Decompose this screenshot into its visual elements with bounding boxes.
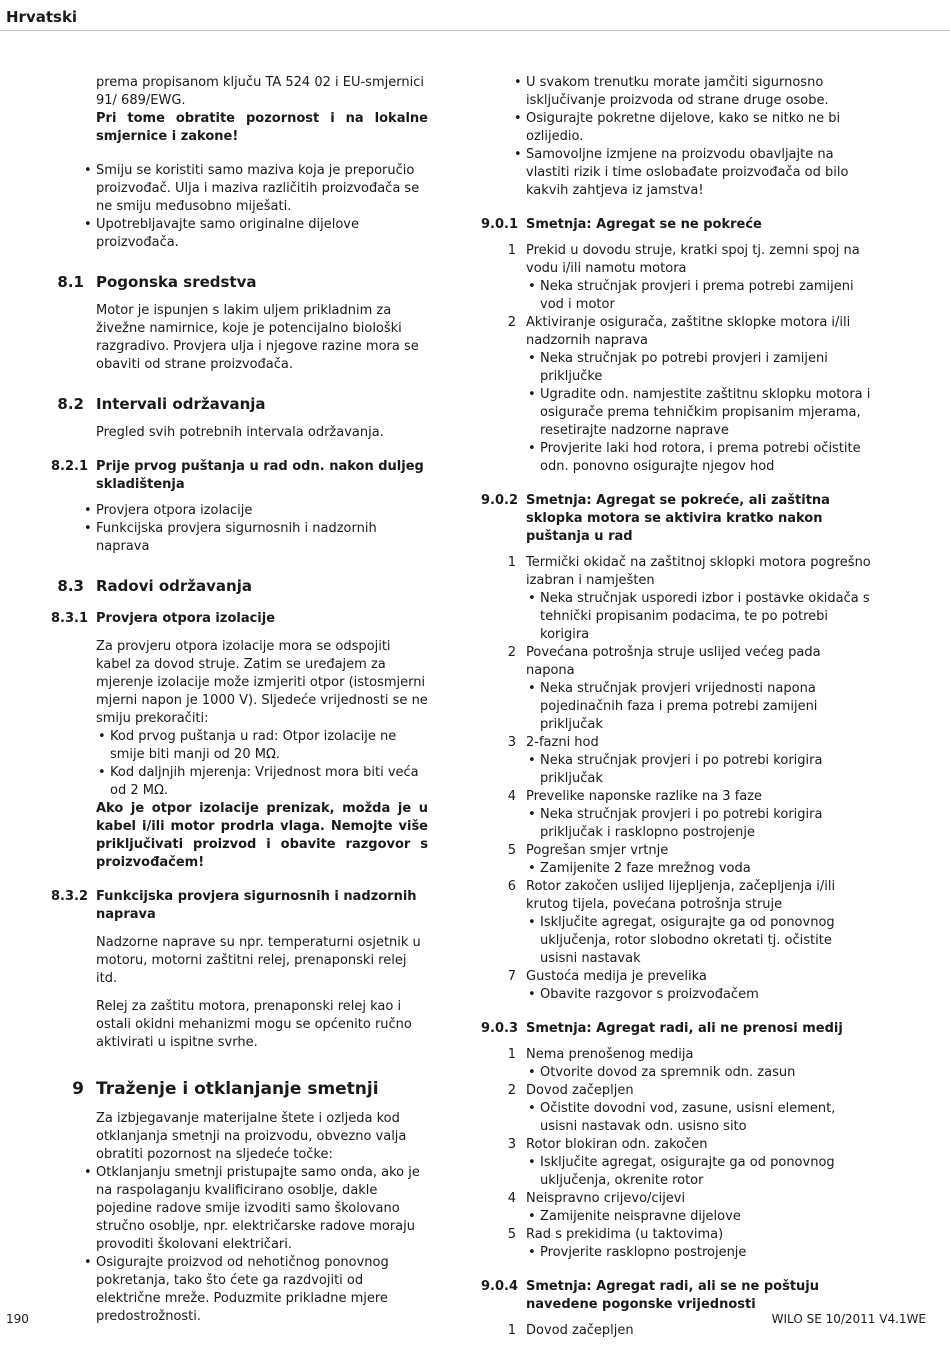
fault-item-number: 1 [507, 1047, 516, 1062]
remedy-item: • Obavite razgovor s proizvođačem [478, 986, 873, 1004]
list-item: • U svakom trenutku morate jamčiti sigurnosno isključivanje proizvoda od strane druge osobe. [478, 74, 873, 110]
fault-item-text: Nema prenošenog medija [526, 1047, 694, 1062]
remedy-list [478, 278, 873, 314]
remedy-list [478, 860, 873, 878]
fault-item [478, 1136, 873, 1154]
fault-item-number: 4 [507, 789, 516, 804]
remedy-item: • Zamijenite neispravne dijelove [478, 1208, 873, 1226]
fault-item [478, 1226, 873, 1244]
remedy-list [478, 1244, 873, 1262]
fault-item [478, 242, 873, 278]
list-item: • Provjera otpora izolacije [48, 502, 428, 520]
fault-item-text: Dovod začepljen [526, 1323, 634, 1338]
fault-list [478, 1046, 873, 1262]
list-item: • Osigurajte pokretne dijelove, kako se nitko ne bi ozlijedio. [478, 110, 873, 146]
remedy-item: • Neka stručnjak provjeri i po potrebi korigira priključak i rasklopno postrojenje [478, 806, 873, 842]
subsection-heading: 9.0.3 Smetnja: Agregat radi, ali ne prenosi medij [480, 1021, 843, 1036]
fault-item [478, 968, 873, 986]
fault-item-number: 5 [507, 1227, 516, 1242]
remedy-item: • Neka stručnjak usporedi izbor i postavke okidača s tehnički propisanim podacima, te po potrebi korigira [478, 590, 873, 644]
fault-item-text: Gustoća medija je prevelika [526, 969, 707, 984]
list-item: • Smiju se koristiti samo maziva koja je preporučio proizvođač. Ulja i maziva različitih proizvođača se ne smiju međusobno miješati. [48, 162, 428, 216]
fault-item-text: Prevelike naponske razlike na 3 faze [526, 789, 763, 804]
remedy-list [478, 752, 873, 788]
list-item: • Otklanjanju smetnji pristupajte samo onda, ako je na raspolaganju kvalificirano osoblje, dakle pojedine radove smije izvoditi samo školovano stručno osoblje, npr. električarske radove moraju provoditi školovani električari. [48, 1164, 428, 1254]
fault-item-text: 2-fazni hod [526, 735, 599, 750]
intro-bold-note: Pri tome obratite pozornost i na lokalne smjernice i zakone! [96, 111, 428, 144]
subsection-heading: 8.3.1 Provjera otpora izolacije [50, 611, 276, 626]
page-language-header: Hrvatski [6, 8, 78, 26]
document-id: WILO SE 10/2011 V4.1WE [771, 1312, 926, 1326]
subsection-heading: 9.0.2 Smetnja: Agregat se pokreće, ali zaštitna sklopka motora se aktivira kratko nakon puštanja u rad [480, 493, 830, 544]
subsection-heading: 9.0.4 Smetnja: Agregat radi, ali se ne poštuju navedene pogonske vrijednosti [480, 1279, 820, 1312]
remedy-item: • Provjerite laki hod rotora, i prema potrebi očistite odn. ponovno osigurajte njegov hod [478, 440, 873, 476]
remedy-item: • Isključite agregat, osigurajte ga od ponovnog uključenja, okrenite rotor [478, 1154, 873, 1190]
remedy-item: • Neka stručnjak po potrebi provjeri i zamijeni priključke [478, 350, 873, 386]
remedy-list [478, 1064, 873, 1082]
safety-bullets [48, 1164, 428, 1326]
fault-item-number: 1 [507, 1323, 516, 1338]
page-number: 190 [6, 1312, 29, 1326]
section-heading: 8.3 Radovi održavanja [57, 577, 252, 595]
list-item: • Funkcijska provjera sigurnosnih i nadzornih naprava [48, 520, 428, 556]
chapter-heading: 9 Traženje i otklanjanje smetnji [72, 1079, 379, 1099]
header-divider [0, 30, 950, 31]
fault-item-number: 2 [507, 1083, 516, 1098]
subsection-heading: 9.0.1 Smetnja: Agregat se ne pokreće [480, 217, 762, 232]
remedy-list [478, 1100, 873, 1136]
remedy-item: • Otvorite dovod za spremnik odn. zasun [478, 1064, 873, 1082]
fault-list [478, 242, 873, 476]
fault-item [478, 734, 873, 752]
remedy-item: • Neka stručnjak provjeri i po potrebi korigira priključak [478, 752, 873, 788]
remedy-item: • Neka stručnjak provjeri vrijednosti napona pojedinačnih faza i prema potrebi zamijeni priključak [478, 680, 873, 734]
remedy-item: • Zamijenite 2 faze mrežnog voda [478, 860, 873, 878]
fault-item [478, 1082, 873, 1100]
fault-item-number: 6 [507, 879, 516, 894]
section-text: Za provjeru otpora izolacije mora se odspojiti kabel za dovod struje. Zatim se uređajem za mjerenje izolacije može izmjeriti otpor (istosmjerni mjerni napon je 1000 V). Sljedeće vrijednosti se ne smiju prekoračiti: [96, 639, 428, 726]
fault-item-text: Rotor blokiran odn. zakočen [526, 1137, 708, 1152]
fault-item-text: Rad s prekidima (u taktovima) [526, 1227, 724, 1242]
section-text: Motor je ispunjen s lakim uljem prikladnim za živežne namirnice, koje je potencijalno biološki razgradivo. Provjera ulja i njegove razine mora se obaviti od strane proizvođača. [96, 303, 419, 372]
remedy-list [478, 914, 873, 968]
warning-bold: Ako je otpor izolacije prenizak, možda je u kabel i/ili motor prodrla vlaga. Nemojte više priključivati proizvod i obavite razgovor s proizvođačem! [96, 801, 428, 870]
right-column [478, 74, 873, 1340]
section-heading: 8.2 Intervali održavanja [57, 395, 266, 413]
fault-item-number: 3 [507, 735, 516, 750]
remedy-list [478, 1208, 873, 1226]
fault-item-number: 2 [507, 315, 516, 330]
fault-item-text: Termički okidač na zaštitnoj sklopki motora pogrešno izabran i namješten [526, 555, 871, 588]
intro-text: prema propisanom ključu TA 524 02 i EU-smjernici 91/ 689/EWG. [96, 75, 424, 108]
section-heading: 8.1 Pogonska sredstva [57, 273, 257, 291]
remedy-item: • Neka stručnjak provjeri i prema potrebi zamijeni vod i motor [478, 278, 873, 314]
fault-item-number: 3 [507, 1137, 516, 1152]
left-column [48, 74, 428, 1326]
fault-item-text: Aktiviranje osigurača, zaštitne sklopke motora i/ili nadzornih naprava [526, 315, 851, 348]
fault-item [478, 842, 873, 860]
list-item: • Osigurajte proizvod od nehotičnog ponovnog pokretanja, tako što ćete ga razdvojiti od električne mreže. Poduzmite prikladne mjere predostrožnosti. [48, 1254, 428, 1326]
list-item: • Kod daljnjih mjerenja: Vrijednost mora biti veća od 2 MΩ. [48, 764, 428, 800]
fault-item-text: Dovod začepljen [526, 1083, 634, 1098]
remedy-list [478, 1154, 873, 1190]
fault-item-number: 5 [507, 843, 516, 858]
section-text: Relej za zaštitu motora, prenaponski relej kao i ostali okidni mehanizmi mogu se općenito ručno aktivirati u ispitne svrhe. [96, 999, 412, 1050]
fault-item-text: Pogrešan smjer vrtnje [526, 843, 669, 858]
fault-item-number: 1 [507, 243, 516, 258]
fault-item-number: 4 [507, 1191, 516, 1206]
fault-item-text: Povećana potrošnja struje uslijed većeg pada napona [526, 645, 821, 678]
fault-item [478, 1190, 873, 1208]
fault-item [478, 644, 873, 680]
insulation-bullets [48, 728, 428, 800]
fault-item-number: 7 [507, 969, 516, 984]
fault-item [478, 1046, 873, 1064]
fault-item-text: Neispravno crijevo/cijevi [526, 1191, 686, 1206]
check-bullets [48, 502, 428, 556]
remedy-list [478, 680, 873, 734]
fault-item-number: 1 [507, 555, 516, 570]
safety-bullets-continued [478, 74, 873, 200]
remedy-list [478, 590, 873, 644]
subsection-heading: 8.2.1 Prije prvog puštanja u rad odn. nakon duljeg skladištenja [50, 459, 424, 492]
fault-item [478, 554, 873, 590]
remedy-item: • Provjerite rasklopno postrojenje [478, 1244, 873, 1262]
remedy-item: • Isključite agregat, osigurajte ga od ponovnog uključenja, rotor slobodno okretati tj. očistite usisni nastavak [478, 914, 873, 968]
list-item: • Samovoljne izmjene na proizvodu obavljajte na vlastiti rizik i time oslobađate proizvođača od bilo kakvih zahtjeva iz jamstva! [478, 146, 873, 200]
remedy-list [478, 806, 873, 842]
section-text: Nadzorne naprave su npr. temperaturni osjetnik u motoru, motorni zaštitni relej, prenaponski relej itd. [96, 935, 421, 986]
list-item: • Kod prvog puštanja u rad: Otpor izolacije ne smije biti manji od 20 MΩ. [48, 728, 428, 764]
fault-list [478, 554, 873, 1004]
remedy-item: • Ugradite odn. namjestite zaštitnu sklopku motora i osigurače prema tehničkim propisanim mjerama, resetirajte nadzorne naprave [478, 386, 873, 440]
section-text: Za izbjegavanje materijalne štete i ozljeda kod otklanjanja smetnji na proizvodu, obvezno valja obratiti pozornost na sljedeće točke: [96, 1111, 407, 1162]
fault-item [478, 878, 873, 914]
fault-item [478, 788, 873, 806]
fault-item-text: Prekid u dovodu struje, kratki spoj tj. zemni spoj na vodu i/ili namotu motora [526, 243, 860, 276]
lubricant-bullets [48, 162, 428, 252]
subsection-heading: 8.3.2 Funkcijska provjera sigurnosnih i nadzornih naprava [50, 889, 417, 922]
fault-item-number: 2 [507, 645, 516, 660]
list-item: • Upotrebljavajte samo originalne dijelove proizvođača. [48, 216, 428, 252]
fault-item [478, 314, 873, 350]
section-text: Pregled svih potrebnih intervala održavanja. [96, 425, 384, 440]
remedy-item: • Očistite dovodni vod, zasune, usisni element, usisni nastavak odn. usisno sito [478, 1100, 873, 1136]
remedy-list [478, 986, 873, 1004]
remedy-list [478, 350, 873, 476]
fault-item-text: Rotor zakočen uslijed lijepljenja, začepljenja i/ili krutog tijela, povećana potrošnja struje [526, 879, 836, 912]
